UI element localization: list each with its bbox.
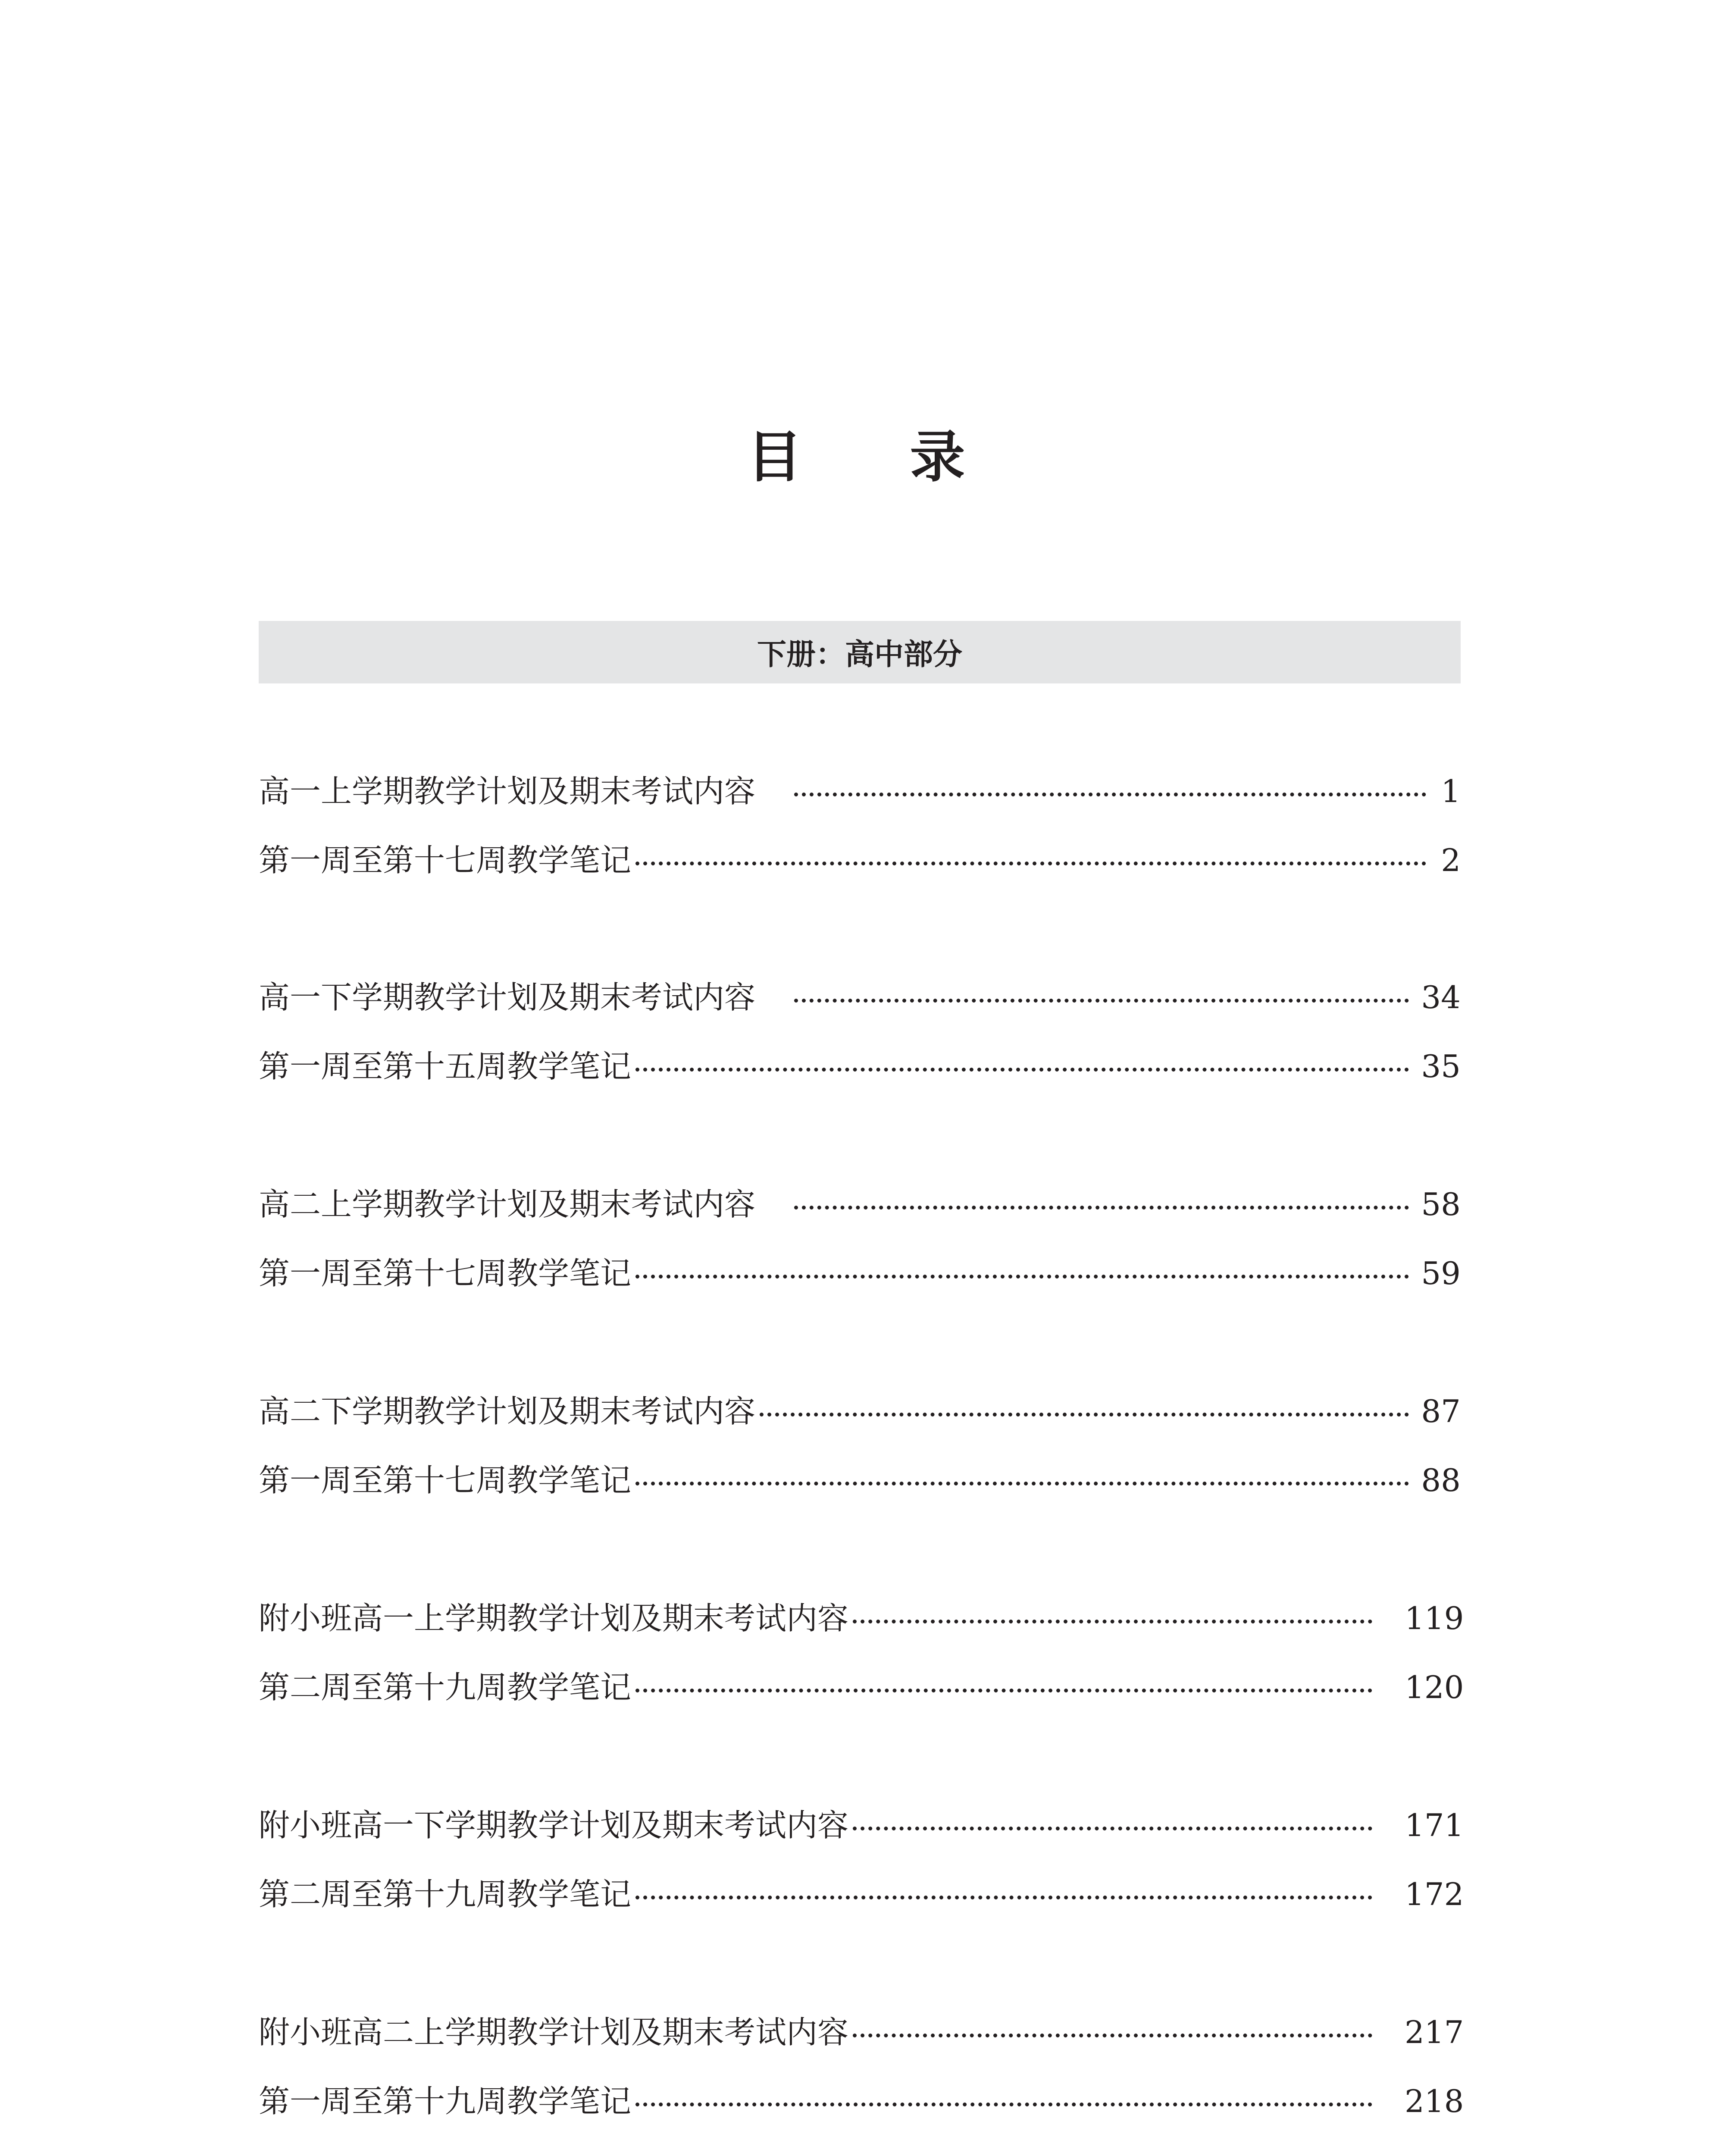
section-banner xyxy=(259,621,1461,683)
toc-entry-page: 120 xyxy=(1405,1669,1464,1705)
toc-leader-dots xyxy=(635,1664,1372,1711)
toc-entry-label: 第一周至第十七周教学笔记 xyxy=(259,842,632,878)
toc-entry-label: 附小班高一上学期教学计划及期末考试内容 xyxy=(259,1600,849,1636)
toc-entry-label: 高二下学期教学计划及期末考试内容 xyxy=(259,1393,756,1429)
toc-leader-dots xyxy=(794,974,1409,1021)
page-title-char-2: 录 xyxy=(910,425,965,489)
page-title xyxy=(0,423,1712,492)
toc-entry-page: 172 xyxy=(1405,1876,1464,1912)
toc-leader-dots xyxy=(635,2078,1372,2125)
section-banner-label: 下册：高中部分 xyxy=(757,638,962,672)
toc-entry[interactable] xyxy=(259,1250,1461,1297)
toc-entry-page: 88 xyxy=(1421,1462,1461,1498)
toc-leader-dots xyxy=(853,1802,1372,1849)
toc-entry-label: 高一下学期教学计划及期末考试内容 xyxy=(259,979,756,1015)
toc-entry-label: 附小班高二上学期教学计划及期末考试内容 xyxy=(259,2014,849,2050)
toc-entry-page: 58 xyxy=(1421,1186,1461,1222)
toc-leader-dots xyxy=(635,837,1426,884)
toc-leader-dots xyxy=(853,1595,1372,1642)
toc-entry[interactable] xyxy=(259,2078,1464,2125)
toc-entry[interactable] xyxy=(259,837,1461,884)
toc-leader-dots xyxy=(794,768,1426,815)
toc-leader-dots xyxy=(635,1871,1372,1918)
toc-entry-label: 高二上学期教学计划及期末考试内容 xyxy=(259,1186,756,1222)
toc-entry[interactable] xyxy=(259,1871,1464,1918)
toc-entry[interactable] xyxy=(259,1388,1461,1435)
toc-entry-label: 第一周至第十九周教学笔记 xyxy=(259,2083,632,2119)
toc-entry-page: 35 xyxy=(1421,1048,1461,1084)
toc-entry-page: 217 xyxy=(1405,2014,1464,2050)
toc-entry-label: 第一周至第十五周教学笔记 xyxy=(259,1048,632,1084)
toc-leader-dots xyxy=(635,1457,1409,1504)
toc-leader-dots xyxy=(853,2009,1372,2056)
toc-entry[interactable] xyxy=(259,1181,1461,1228)
toc-entry-page: 218 xyxy=(1405,2083,1464,2119)
toc-entry-page: 171 xyxy=(1405,1807,1464,1843)
toc-leader-dots xyxy=(794,1181,1409,1228)
toc-entry[interactable] xyxy=(259,974,1461,1021)
toc-leader-dots xyxy=(635,1250,1409,1297)
toc-entry[interactable] xyxy=(259,768,1461,815)
toc-entry-page: 59 xyxy=(1421,1255,1461,1291)
toc-entry-label: 高一上学期教学计划及期末考试内容 xyxy=(259,773,756,809)
toc-entry-page: 1 xyxy=(1441,773,1461,809)
toc-entry[interactable] xyxy=(259,1595,1464,1642)
toc-entry-label: 第二周至第十九周教学笔记 xyxy=(259,1876,632,1912)
toc-entry-page: 2 xyxy=(1441,842,1461,878)
toc-entry-page: 119 xyxy=(1405,1600,1464,1636)
toc-entry[interactable] xyxy=(259,1043,1461,1090)
toc-entry-label: 附小班高一下学期教学计划及期末考试内容 xyxy=(259,1807,849,1843)
toc-entry[interactable] xyxy=(259,2009,1464,2056)
toc-entry[interactable] xyxy=(259,1802,1464,1849)
toc-entry-label: 第二周至第十九周教学笔记 xyxy=(259,1669,632,1705)
toc-entry-label: 第一周至第十七周教学笔记 xyxy=(259,1462,632,1498)
toc-leader-dots xyxy=(760,1388,1409,1435)
toc-entry-page: 34 xyxy=(1421,979,1461,1015)
toc-entry-page: 87 xyxy=(1421,1393,1461,1429)
toc-leader-dots xyxy=(635,1043,1409,1090)
toc-entry[interactable] xyxy=(259,1457,1461,1504)
toc-entry-label: 第一周至第十七周教学笔记 xyxy=(259,1255,632,1291)
page-title-char-1: 目 xyxy=(747,425,802,489)
toc-entry[interactable] xyxy=(259,1664,1464,1711)
